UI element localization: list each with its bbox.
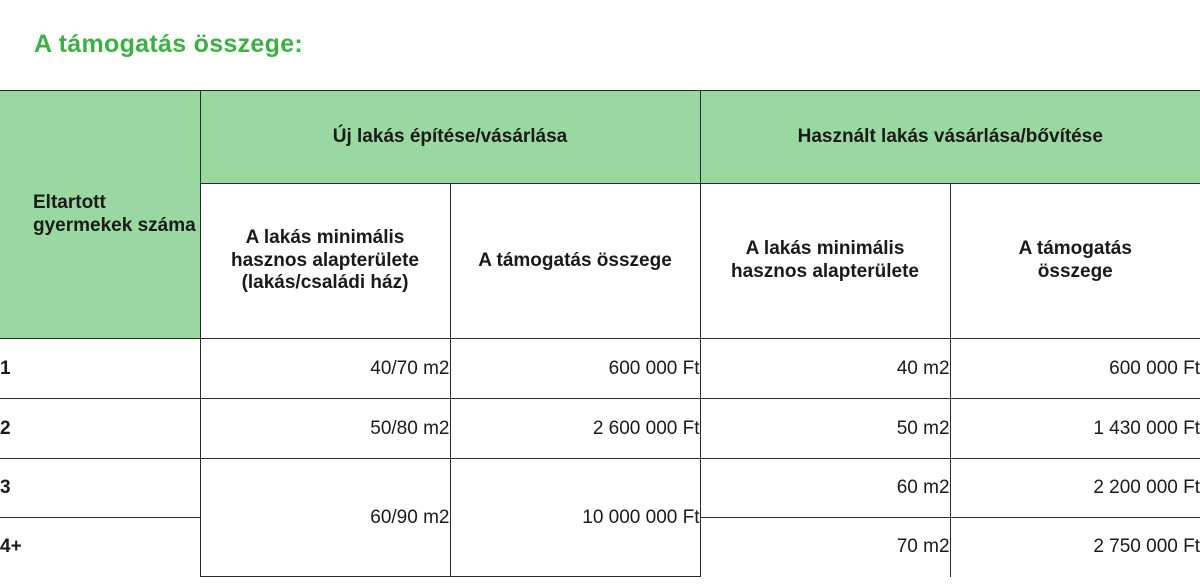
table-row: [0, 399, 1200, 459]
header-used-amount: A támogatás összege: [950, 184, 1200, 339]
new-amount: 600 000 Ft: [450, 339, 700, 399]
children-count: 4+: [0, 518, 200, 577]
used-amount: 600 000 Ft: [950, 339, 1200, 399]
children-count: 3: [0, 459, 200, 518]
table-row: [0, 459, 1200, 518]
new-min-area: 50/80 m2: [200, 399, 450, 459]
header-group-used-home: Használt lakás vásárlása/bővítése: [700, 91, 1200, 184]
used-amount: 2 750 000 Ft: [950, 518, 1200, 577]
used-min-area: 70 m2: [700, 518, 950, 577]
new-min-area: 40/70 m2: [200, 339, 450, 399]
new-amount: 2 600 000 Ft: [450, 399, 700, 459]
children-count: 1: [0, 339, 200, 399]
used-min-area: 40 m2: [700, 339, 950, 399]
header-used-min-area: A lakás minimális hasznos alapterülete: [700, 184, 950, 339]
used-amount: 2 200 000 Ft: [950, 459, 1200, 518]
children-count: 2: [0, 399, 200, 459]
used-amount: 1 430 000 Ft: [950, 399, 1200, 459]
used-min-area: 60 m2: [700, 459, 950, 518]
page-title: A támogatás összege:: [34, 30, 304, 58]
header-new-min-area: A lakás minimális hasznos alapterülete (lakás/családi ház): [200, 184, 450, 339]
header-new-amount: A támogatás összege: [450, 184, 700, 339]
new-min-area: 60/90 m2: [200, 459, 450, 577]
header-children-count: Eltartott gyermekek száma: [0, 91, 200, 339]
used-min-area: 50 m2: [700, 399, 950, 459]
header-group-new-home: Új lakás építése/vásárlása: [200, 91, 700, 184]
new-amount: 10 000 000 Ft: [450, 459, 700, 577]
table-row: [0, 339, 1200, 399]
subsidy-table: [0, 90, 1200, 577]
